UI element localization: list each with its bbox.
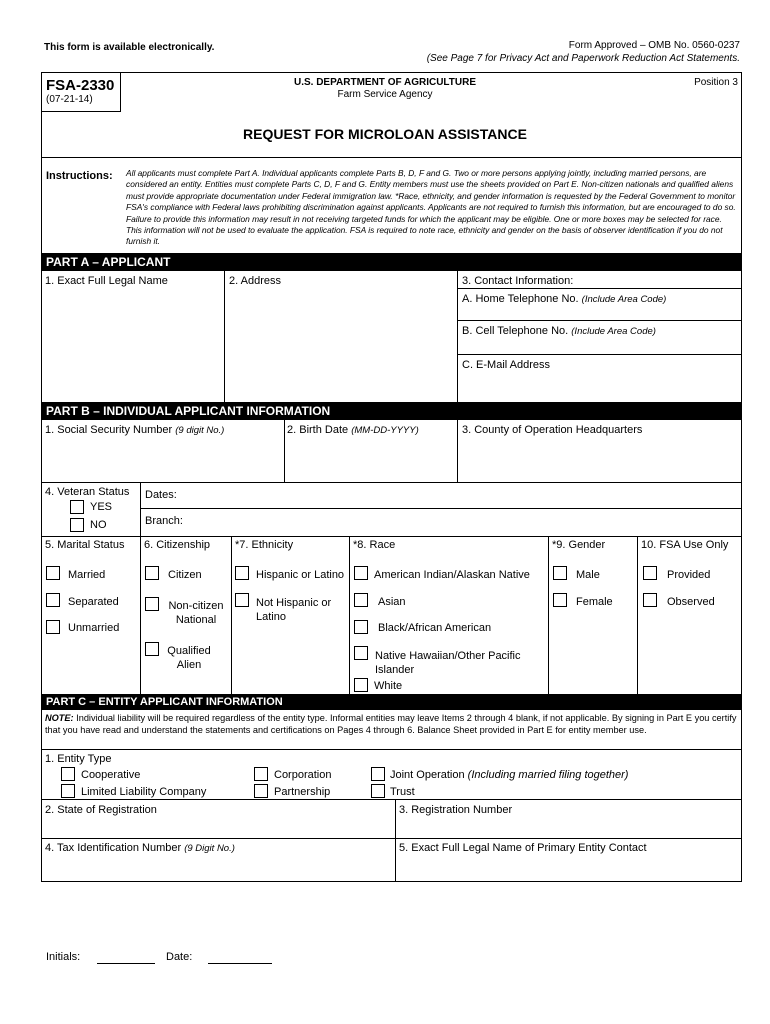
part-c-header: PART C – ENTITY APPLICANT INFORMATION xyxy=(42,694,741,710)
ethnicity-label: *7. Ethnicity xyxy=(235,539,294,551)
registration-number-field[interactable] xyxy=(398,818,740,836)
home-phone-hint: (Include Area Code) xyxy=(581,294,667,305)
male-label: Male xyxy=(576,569,600,581)
partnership-checkbox[interactable] xyxy=(254,784,268,798)
cell-phone-label: B. Cell Telephone No. xyxy=(462,325,569,337)
qualified-alien-label: Qualified Alien xyxy=(167,645,211,671)
llc-label: Limited Liability Company xyxy=(81,786,207,798)
observed-label: Observed xyxy=(667,596,715,608)
ssn-hint: (9 digit No.) xyxy=(175,425,225,436)
birth-date-hint: (MM-DD-YYYY) xyxy=(351,425,419,436)
noncitizen-label: Non-citizen National xyxy=(168,600,224,626)
part-c-note xyxy=(45,713,738,736)
partnership-label: Partnership xyxy=(274,786,331,798)
male-checkbox[interactable] xyxy=(553,566,567,580)
department: U.S. DEPARTMENT OF AGRICULTURE xyxy=(293,77,477,88)
unmarried-label: Unmarried xyxy=(68,622,120,634)
email-field[interactable] xyxy=(460,373,740,401)
agency: Farm Service Agency xyxy=(337,89,433,100)
initials-label: Initials: xyxy=(46,951,81,963)
race-label: *8. Race xyxy=(353,539,396,551)
llc-checkbox[interactable] xyxy=(61,784,75,798)
observed-checkbox[interactable] xyxy=(643,593,657,607)
female-checkbox[interactable] xyxy=(553,593,567,607)
state-registration-field[interactable] xyxy=(44,818,392,836)
initials-field[interactable] xyxy=(97,963,155,964)
cell-phone-hint: (Include Area Code) xyxy=(571,326,656,337)
trust-checkbox[interactable] xyxy=(371,784,385,798)
contact-info-label: 3. Contact Information: xyxy=(462,275,574,287)
birth-date-label: 2. Birth Date xyxy=(287,424,349,436)
ssn-label: 1. Social Security Number xyxy=(45,424,173,436)
dates-label: Dates: xyxy=(145,489,177,501)
instructions-label: Instructions: xyxy=(46,170,113,182)
not-hispanic-label: Not Hispanic or Latino xyxy=(256,597,332,623)
asian-label: Asian xyxy=(378,596,406,608)
married-checkbox[interactable] xyxy=(46,566,60,580)
joint-operation-hint: (Including married filing together) xyxy=(467,769,629,781)
corporation-label: Corporation xyxy=(274,769,332,781)
white-checkbox[interactable] xyxy=(354,678,368,692)
cooperative-label: Cooperative xyxy=(81,769,141,781)
address-field[interactable] xyxy=(227,290,455,400)
fsa-use-label: 10. FSA Use Only xyxy=(641,539,729,551)
provided-checkbox[interactable] xyxy=(643,566,657,580)
form-date: (07-21-14) xyxy=(46,94,93,105)
gender-label: *9. Gender xyxy=(552,539,606,551)
married-label: Married xyxy=(68,569,106,581)
veteran-no-checkbox[interactable] xyxy=(70,518,84,532)
registration-number-label: 3. Registration Number xyxy=(399,804,513,816)
joint-operation-checkbox[interactable] xyxy=(371,767,385,781)
primary-contact-label: 5. Exact Full Legal Name of Primary Entity Contact xyxy=(399,842,647,854)
joint-operation-label: Joint Operation xyxy=(390,769,465,781)
american-indian-checkbox[interactable] xyxy=(354,566,368,580)
cell-phone-field[interactable] xyxy=(460,339,740,353)
entity-type-label: 1. Entity Type xyxy=(45,753,112,765)
veteran-branch-field[interactable] xyxy=(190,511,740,535)
page-title: REQUEST FOR MICROLOAN ASSISTANCE xyxy=(243,126,527,142)
date-field[interactable] xyxy=(208,963,272,964)
hawaiian-label: Native Hawaiian/Other Pacific Islander xyxy=(375,650,521,676)
female-label: Female xyxy=(576,596,613,608)
cooperative-checkbox[interactable] xyxy=(61,767,75,781)
note-label: NOTE: xyxy=(45,713,74,723)
position: Position 3 xyxy=(694,77,738,88)
trust-label: Trust xyxy=(390,786,415,798)
electronic-note: This form is available electronically. xyxy=(44,42,215,53)
tin-hint: (9 Digit No.) xyxy=(184,843,235,854)
omb-number: Form Approved – OMB No. 0560-0237 xyxy=(568,40,740,51)
county-field[interactable] xyxy=(460,440,740,480)
unmarried-checkbox[interactable] xyxy=(46,620,60,634)
noncitizen-checkbox[interactable] xyxy=(145,597,159,611)
black-label: Black/African American xyxy=(378,622,492,634)
hawaiian-checkbox[interactable] xyxy=(354,646,368,660)
home-phone-label: A. Home Telephone No. xyxy=(462,293,579,305)
separated-label: Separated xyxy=(68,596,119,608)
qualified-alien-checkbox[interactable] xyxy=(145,642,159,656)
privacy-note: (See Page 7 for Privacy Act and Paperwork Reduction Act Statements. xyxy=(426,53,740,64)
branch-label: Branch: xyxy=(145,515,183,527)
date-label: Date: xyxy=(166,951,193,963)
american-indian-label: American Indian/Alaskan Native xyxy=(374,569,530,581)
hispanic-label: Hispanic or Latino xyxy=(256,569,345,581)
black-checkbox[interactable] xyxy=(354,620,368,634)
hispanic-checkbox[interactable] xyxy=(235,566,249,580)
birth-date-field[interactable] xyxy=(287,440,455,480)
form-number: FSA-2330 xyxy=(46,77,115,94)
veteran-yes-label: YES xyxy=(90,501,113,513)
white-label: White xyxy=(374,680,403,692)
citizen-label: Citizen xyxy=(168,569,202,581)
email-label: C. E-Mail Address xyxy=(462,359,551,371)
provided-label: Provided xyxy=(667,569,711,581)
veteran-yes-checkbox[interactable] xyxy=(70,500,84,514)
corporation-checkbox[interactable] xyxy=(254,767,268,781)
tin-field[interactable] xyxy=(44,857,392,880)
veteran-dates-field[interactable] xyxy=(185,485,740,505)
ssn-field[interactable] xyxy=(44,440,282,480)
part-a-header: PART A – APPLICANT xyxy=(42,253,741,271)
primary-contact-field[interactable] xyxy=(398,857,740,880)
address-label: 2. Address xyxy=(229,275,281,287)
county-label: 3. County of Operation Headquarters xyxy=(462,424,643,436)
asian-checkbox[interactable] xyxy=(354,593,368,607)
not-hispanic-checkbox[interactable] xyxy=(235,593,249,607)
note-text: Individual liability will be required regardless of the entity type. Informal entities may leave Items 2 through 4 blank, if not applicable. By signing in Part E you certify that you have read and understand the statements and certifications on Pages 4 through 6. Balance Sheet provided in Part E for entity member use. xyxy=(45,713,737,735)
veteran-no-label: NO xyxy=(90,519,107,531)
part-b-header: PART B – INDIVIDUAL APPLICANT INFORMATION xyxy=(42,402,741,420)
citizenship-label: 6. Citizenship xyxy=(144,539,211,551)
state-registration-label: 2. State of Registration xyxy=(45,804,157,816)
marital-label: 5. Marital Status xyxy=(45,539,125,551)
legal-name-field[interactable] xyxy=(44,290,222,400)
veteran-label: 4. Veteran Status xyxy=(45,486,130,498)
citizen-checkbox[interactable] xyxy=(145,566,159,580)
instructions-text: All applicants must complete Part A. Individual applicants complete Parts B, D, F and G. Two or more persons applying jointly, including married persons, are considered an entity. Entities must complete Parts C, D, F and G. Entity members must use the sheets provided on Part E. Non-citizen nationals and qualified aliens must provide appropriate documentation under Federal immigration law. *Race, ethnicity, and gender information is requested by the Federal Government to monitor FSA's compliance with Federal laws prohibiting discrimination against applicants. Applicants are not required to furnish this information, but are encouraged to do so. Failure to provide this information may result in not receiving targeted funds for which the applicant may be eligible. One or more boxes may be selected for race. This information will not be used to evaluate the application. FSA is required to note race, ethnicity and gender on the basis of observer identification if you do not furnish it. xyxy=(126,168,736,247)
separated-checkbox[interactable] xyxy=(46,593,60,607)
tin-label: 4. Tax Identification Number xyxy=(45,842,182,854)
legal-name-label: 1. Exact Full Legal Name xyxy=(45,275,168,287)
home-phone-field[interactable] xyxy=(460,306,740,319)
